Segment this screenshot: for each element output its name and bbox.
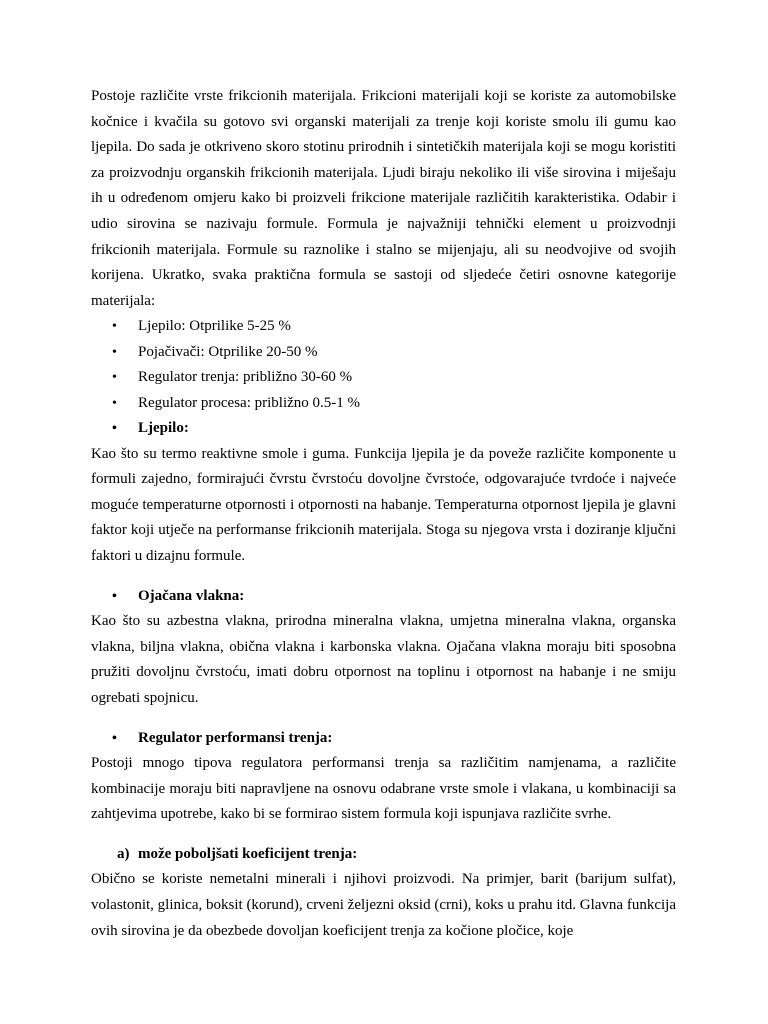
section-heading-regulator bbox=[91, 726, 676, 752]
intro-paragraph: Postoje različite vrste frikcionih materijala. Frikcioni materijali koji se koriste za automobilske kočnice i kvačila su gotovo svi organski materijali za trenje koji koriste smolu ili gumu kao ljepila. Do sada je otkriveno skoro stotinu prirodnih i sintetičkih materijala koji se mogu koristiti za proizvodnju organskih frikcionih materijala. Ljudi biraju nekoliko ili više sirovina i miješaju ih u određenom omjeru kako bi proizveli frikcione materijale različitih karakteristika. Odabir i udio sirovina se nazivaju formule. Formula je najvažniji tehnički element u proizvodnji frikcionih materijala. Formule su raznolike i stalno se mijenjaju, ali su neodvojive od svojih korijena. Ukratko, svaka praktična formula se sastoji od sljedeće četiri osnovne kategorije materijala: bbox=[91, 88, 676, 309]
list-item-text: Pojačivači: Otprilike 20-50 % bbox=[138, 343, 318, 360]
bullet-icon: • bbox=[112, 395, 117, 411]
list-item bbox=[91, 314, 676, 339]
list-item bbox=[91, 365, 676, 390]
section-body-regulator: Postoji mnogo tipova regulatora performansi trenja sa različitim namjenama, a različite kombinacije moraju biti napravljene na osnovu odabrane vrste smole i vlakana, u kombinaciji sa zahtjevima upotrebe, kako bi se formirao sistem formula koji ispunjava različite svrhe. bbox=[91, 755, 676, 823]
section-heading-ljepilo bbox=[91, 416, 676, 442]
section-heading-text: Ojačana vlakna: bbox=[138, 587, 245, 604]
material-categories-list bbox=[91, 314, 676, 416]
subsection-heading-koeficijent bbox=[91, 842, 676, 868]
section-heading-vlakna bbox=[91, 584, 676, 610]
bullet-icon: • bbox=[112, 588, 117, 604]
bullet-icon: • bbox=[112, 344, 117, 360]
section-body-ljepilo: Kao što su termo reaktivne smole i guma. Funkcija ljepila je da poveže različite komponente u formuli zajedno, formirajući čvrstu čvrstoću dovoljne čvrstoće, odgovarajuće tvrdoće i najveće moguće temperaturne otpornosti i otpornosti na habanje. Temperaturna otpornost ljepila je glavni faktor koji utječe na performanse frikcionih materijala. Stoga su njegova vrsta i doziranje ključni faktori u dizajnu formule. bbox=[91, 445, 676, 564]
bullet-icon: • bbox=[112, 319, 117, 335]
section-heading-text: Ljepilo: bbox=[138, 419, 189, 436]
section-body-vlakna: Kao što su azbestna vlakna, prirodna mineralna vlakna, umjetna mineralna vlakna, organska vlakna, biljna vlakna, obična vlakna i karbonska vlakna. Ojačana vlakna moraju biti sposobna pružiti dovoljnu čvrstoću, imati dobru otpornost na toplinu i otpornost na habanje i ne smiju ogrebati spojnicu. bbox=[91, 613, 676, 706]
subsection-heading-text: može poboljšati koeficijent trenja: bbox=[138, 845, 358, 862]
section-body-koeficijent: Obično se koriste nemetalni minerali i njihovi proizvodi. Na primjer, barit (barijum sulfat), volastonit, glinica, boksit (korund), crveni željezni oksid (crni), koks u prahu itd. Glavna funkcija ovih sirovina je da obezbede dovoljan koeficijent trenja za kočione pločice, koje bbox=[91, 871, 676, 939]
bullet-icon: • bbox=[112, 730, 117, 746]
section-heading-text: Regulator performansi trenja: bbox=[138, 729, 333, 746]
list-item bbox=[91, 340, 676, 365]
bullet-icon: • bbox=[112, 370, 117, 386]
list-item-text: Ljepilo: Otprilike 5-25 % bbox=[138, 318, 291, 335]
list-item-text: Regulator procesa: približno 0.5-1 % bbox=[138, 394, 361, 411]
bullet-icon: • bbox=[112, 420, 117, 436]
list-item-text: Regulator trenja: približno 30-60 % bbox=[138, 369, 353, 386]
subsection-label: a) bbox=[117, 845, 130, 862]
list-item bbox=[91, 391, 676, 416]
